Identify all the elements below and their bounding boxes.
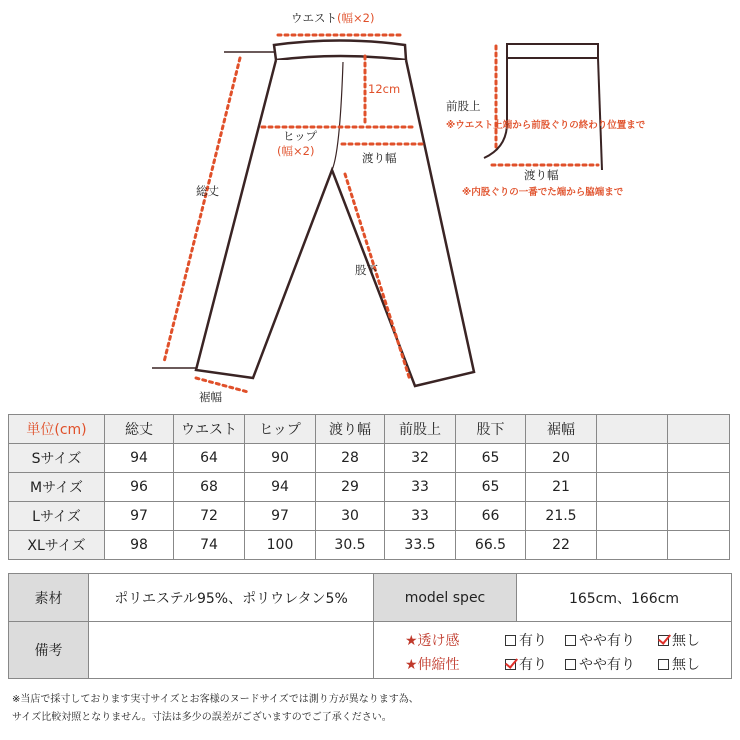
header-total-length: 総丈	[105, 415, 174, 444]
header-hip: ヒップ	[245, 415, 316, 444]
material-value: ポリエステル95%、ポリウレタン5%	[89, 574, 374, 622]
table-cell: 29	[316, 473, 385, 502]
table-cell: 30.5	[316, 531, 385, 560]
table-cell: 33	[385, 473, 456, 502]
inseam-label: 股下	[355, 263, 378, 277]
table-cell: 94	[105, 444, 174, 473]
footer-note-line1: ※当店で採寸しております実寸サイズとお客様のヌードサイズでは測り方が異なります為、	[12, 694, 419, 705]
table-cell: 65	[456, 444, 526, 473]
header-empty	[597, 415, 668, 444]
stretch-some-option[interactable]: やや有り	[565, 654, 658, 674]
see-through-yes-option[interactable]: 有り	[505, 630, 565, 650]
table-cell: 94	[245, 473, 316, 502]
table-cell: 96	[105, 473, 174, 502]
table-cell: 21.5	[526, 502, 597, 531]
table-cell: 97	[105, 502, 174, 531]
see-through-some-option[interactable]: やや有り	[565, 630, 658, 650]
remarks-empty-area	[89, 622, 374, 678]
model-spec-value: 165cm、166cm	[517, 574, 731, 622]
table-cell: 68	[174, 473, 245, 502]
stretch-row	[405, 654, 700, 674]
table-cell: 33	[385, 502, 456, 531]
side-view-outline	[507, 44, 598, 58]
twelve-cm-label: 12cm	[368, 82, 401, 96]
table-cell: 90	[245, 444, 316, 473]
table-cell	[597, 444, 668, 473]
table-row	[9, 473, 730, 502]
table-cell	[668, 473, 730, 502]
table-cell: 97	[245, 502, 316, 531]
table-cell: 32	[385, 444, 456, 473]
table-cell: 21	[526, 473, 597, 502]
hip-note: (幅×2)	[277, 144, 315, 158]
waist-label: ウエスト(幅×2)	[291, 11, 375, 25]
table-cell: 72	[174, 502, 245, 531]
header-inseam: 股下	[456, 415, 526, 444]
table-cell: 65	[456, 473, 526, 502]
header-unit: 単位(cm)	[9, 415, 105, 444]
header-thigh: 渡り幅	[316, 415, 385, 444]
header-rise: 前股上	[385, 415, 456, 444]
table-row	[9, 531, 730, 560]
waistband	[274, 41, 406, 61]
footer-note-line2: サイズ比較対照となりません。寸法は多少の誤差がございますのでご了承ください。	[12, 712, 392, 723]
table-cell: 22	[526, 531, 597, 560]
table-cell: 74	[174, 531, 245, 560]
table-cell: 28	[316, 444, 385, 473]
table-row	[9, 444, 730, 473]
table-row	[9, 502, 730, 531]
table-header-row	[9, 415, 730, 444]
header-waist: ウエスト	[174, 415, 245, 444]
table-cell: 20	[526, 444, 597, 473]
total-length-label: 総丈	[196, 184, 219, 198]
material-label: 素材	[9, 574, 89, 622]
stretch-yes-option[interactable]: 有り	[505, 654, 565, 674]
checkbox-icon[interactable]	[565, 659, 576, 670]
table-cell	[597, 502, 668, 531]
table-cell	[597, 531, 668, 560]
header-hem: 裾幅	[526, 415, 597, 444]
checkbox-checked-icon[interactable]	[505, 659, 516, 670]
table-cell: 100	[245, 531, 316, 560]
rise-note: ※ウエスト上端から前股ぐりの終わり位置まで	[446, 120, 646, 131]
table-cell: 66	[456, 502, 526, 531]
table-cell	[668, 444, 730, 473]
remarks-label: 備考	[9, 622, 89, 678]
thigh2-note: ※内股ぐりの一番でた端から脇端まで	[462, 187, 624, 198]
size-table	[8, 414, 730, 560]
checkbox-icon[interactable]	[505, 635, 516, 646]
see-through-label: ★透け感	[405, 633, 460, 649]
stretch-no-option[interactable]: 無し	[658, 654, 700, 674]
model-spec-label: model spec	[374, 574, 517, 622]
table-cell: 64	[174, 444, 245, 473]
table-cell	[597, 473, 668, 502]
row-label: Mサイズ	[9, 473, 105, 502]
table-cell: 33.5	[385, 531, 456, 560]
pants-outline	[196, 60, 474, 386]
checkbox-icon[interactable]	[565, 635, 576, 646]
table-cell	[668, 531, 730, 560]
checkbox-icon[interactable]	[658, 659, 669, 670]
stretch-label: ★伸縮性	[405, 657, 460, 673]
table-cell: 66.5	[456, 531, 526, 560]
table-cell: 30	[316, 502, 385, 531]
table-cell	[668, 502, 730, 531]
rise-label: 前股上	[446, 99, 481, 113]
thigh2-label: 渡り幅	[524, 168, 559, 182]
thigh-label: 渡り幅	[362, 151, 397, 165]
see-through-row	[405, 630, 700, 650]
see-through-no-option[interactable]: 無し	[658, 630, 700, 650]
hip-label: ヒップ	[283, 129, 318, 143]
row-label: XLサイズ	[9, 531, 105, 560]
hem-label: 裾幅	[199, 390, 222, 404]
row-label: Lサイズ	[9, 502, 105, 531]
row-label: Sサイズ	[9, 444, 105, 473]
header-empty	[668, 415, 730, 444]
table-cell: 98	[105, 531, 174, 560]
checkbox-checked-icon[interactable]	[658, 635, 669, 646]
